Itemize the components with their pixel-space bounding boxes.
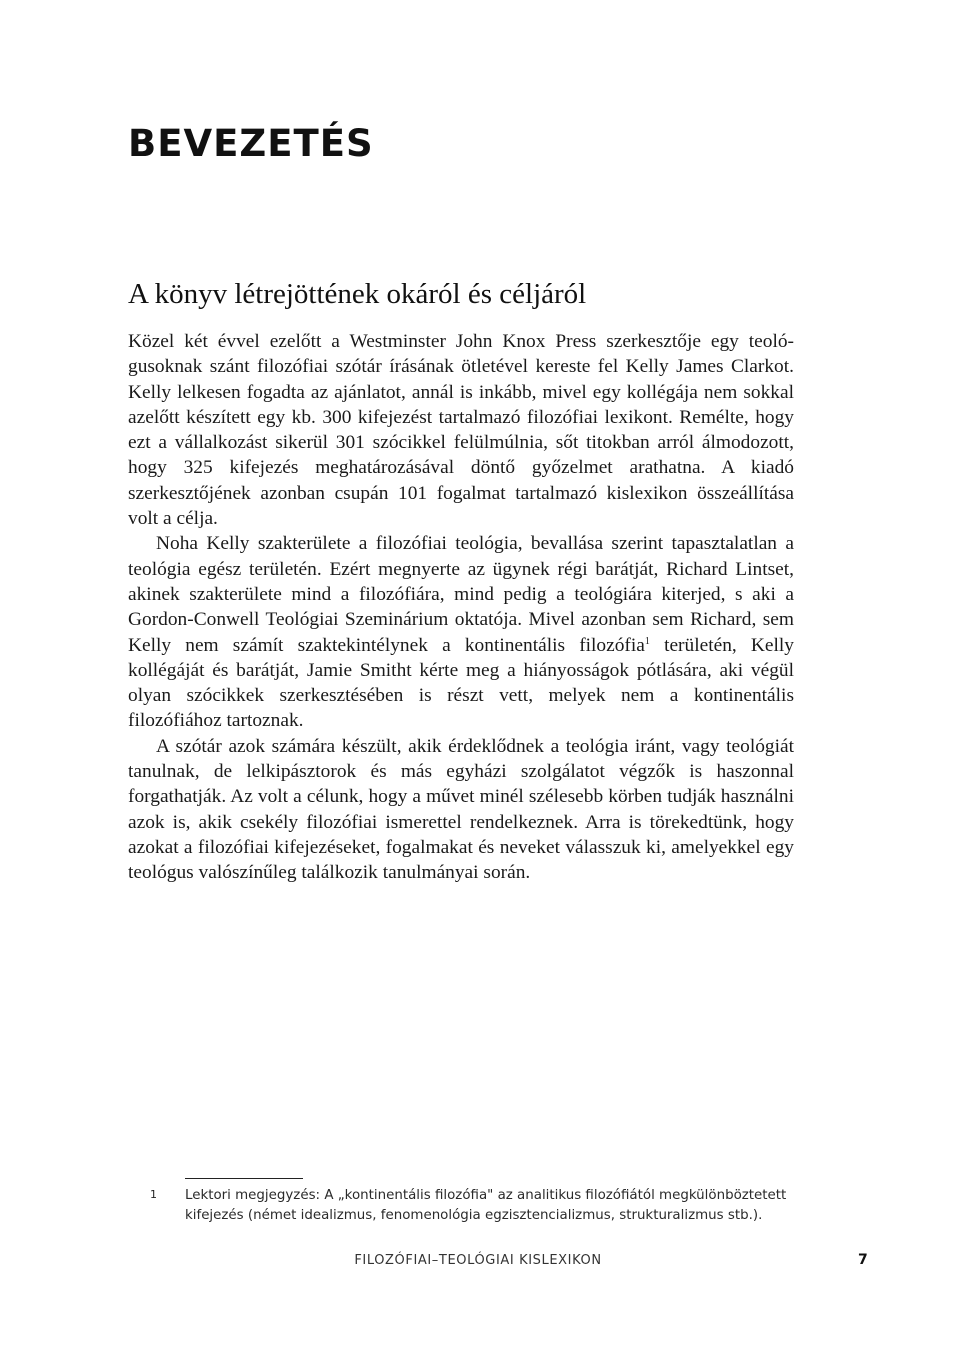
paragraph-2-part-1: Noha Kelly szakterülete a filozófiai teológia, bevallása szerint tapasztalatlan a teológia egész területén. Ezért megnyerte az ügynek régi barátját, Richard Lintset, akinek szakterülete mind a filozófiára, mind pedig a teológiára kiterjed, s aki a Gordon-Conwell Teológiai Szeminárium oktatója. Mivel azonban sem Richard, sem Kelly nem számít szaktekintélynek a kontinentális filozófia (128, 533, 794, 656)
paragraph-1: Közel két évvel ezelőtt a Westminster John Knox Press szerkesztője egy teológusoknak szánt filozófiai szótár írásának ötletével kereste fel Kelly James Clarkot. Kelly lelkesen fogadta az ajánlatot, annál is inkább, mivel egy kollégája nem sokkal azelőtt készített egy kb. 300 kifejezést tartalmazó filozófiai lexikont. Remélte, hogy ezt a vállalkozást sikerül 301 szócikkel felülmúlnia, sőt titokban arról álmodozott, hogy 325 kifejezés meghatározásával döntő győzelmet arathatna. A kiadó szerkesztőjének azonban csupán 101 fogalmat tartalmazó kislexikon összeállítása volt a célja. (128, 331, 794, 530)
running-footer-title: FILOZÓFIAI–TEOLÓGIAI KISLEXIKON (354, 1253, 602, 1268)
section-heading: A könyv létrejöttének okáról és céljáról (128, 278, 587, 310)
paragraph-2-part-2: területén, Kelly kollégáját és barátját, Jamie Smitht kérte meg a hiányosságok pótlására, aki végül olyan szócikkek szerkesztésében is részt vett, melyek nem a kontinentális filozófiához tartoznak. (128, 634, 794, 732)
paragraph-3: A szótár azok számára készült, akik érdeklődnek a teológia iránt, vagy teológiát tanulnak, de lelkipásztorok és más egyházi szolgálatot végzők is haszonnal forgathatják. Az volt a célunk, hogy a művet minél szélesebb körben tudják használni azok is, akik csekély filozófiai ismerettel rendelkeznek. Arra is törekedtünk, hogy azokat a filozófiai kifejezéseket, fogalmakat és neveket válasszuk ki, amelyekkel egy teológus valószínűleg találkozik tanulmányai során. (128, 735, 794, 884)
footnote-number: 1 (150, 1188, 157, 1201)
footnote-divider (185, 1178, 303, 1179)
page-number: 7 (858, 1252, 868, 1268)
chapter-title: BEVEZETÉS (128, 122, 374, 165)
paragraph-2 (128, 531, 794, 733)
body-text (128, 329, 794, 886)
footnote-reference[interactable]: 1 (644, 635, 650, 647)
footnote-text: Lektori megjegyzés: A „kontinentális filozófia" az analitikus filozófiától megkülönböztetett kifejezés (német idealizmus, fenomenológia egzisztencializmus, strukturalizmus stb.). (185, 1188, 787, 1223)
